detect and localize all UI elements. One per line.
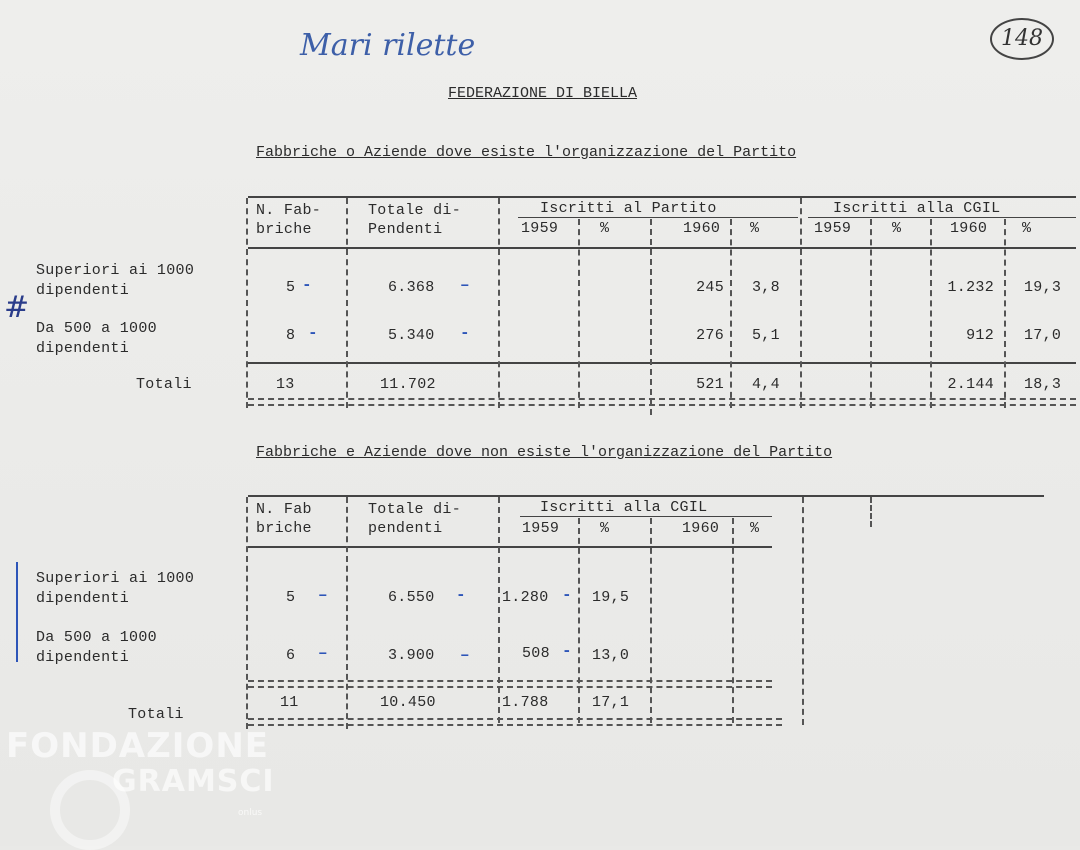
t2-row1-c59: 1.280 [502, 589, 549, 606]
t1-totals-pp60: 4,4 [752, 376, 780, 393]
table1-vline [870, 219, 872, 408]
watermark-line2: GRAMSCI [112, 764, 275, 799]
t1-sub-pct: % [1022, 220, 1032, 237]
t1-sub-1959: 1959 [814, 220, 852, 237]
t1-row1-fab: 5 [286, 279, 296, 296]
t1-sub-1960: 1960 [950, 220, 988, 237]
t1-row1-pp60: 3,8 [752, 279, 780, 296]
table2-vline [246, 497, 248, 729]
t2-col-dip-1: Totale di- [368, 501, 462, 518]
t1-group-cgil: Iscritti alla CGIL [833, 200, 1001, 217]
t2-totals-cp59: 17,1 [592, 694, 630, 711]
t2-group-cgil: Iscritti alla CGIL [540, 499, 708, 516]
table2-vline [650, 518, 652, 723]
tick-mark: – [460, 646, 470, 664]
tick-mark: - [308, 324, 318, 342]
t2-row1-label-1: Superiori ai 1000 [36, 570, 195, 587]
table1-vline [650, 219, 652, 415]
t1-col-dip-1: Totale di- [368, 202, 462, 219]
t2-row1-label-2: dipendenti [36, 590, 130, 607]
t2-sub-pct: % [600, 520, 610, 537]
table1-partito-rule [518, 217, 798, 218]
table1-vline [730, 219, 732, 408]
t2-col-fab-1: N. Fab [256, 501, 312, 518]
table1-vline [578, 219, 580, 408]
t2-row2-dip: 3.900 [388, 647, 435, 664]
t2-totals-label: Totali [128, 706, 184, 723]
watermark-line3: onlus [238, 808, 263, 818]
t1-row1-c60: 1.232 [947, 279, 994, 296]
t2-row2-label-2: dipendenti [36, 649, 130, 666]
t1-row2-fab: 8 [286, 327, 296, 344]
table2-bottom-double-rule [248, 718, 782, 726]
section2-heading: Fabbriche e Aziende dove non esiste l'organizzazione del Partito [256, 444, 833, 461]
document-title: FEDERAZIONE DI BIELLA [448, 85, 638, 102]
t2-totals-fab: 11 [280, 694, 299, 711]
tick-mark: – [460, 276, 470, 294]
t2-row2-fab: 6 [286, 647, 296, 664]
t1-row2-label-1: Da 500 a 1000 [36, 320, 157, 337]
table1-vline [930, 219, 932, 408]
t1-sub-1960: 1960 [683, 220, 721, 237]
table1-vline [246, 198, 248, 408]
watermark-line1: FONDAZIONE [6, 726, 270, 766]
t1-row2-c60: 912 [966, 327, 994, 344]
t1-col-fab-2: briche [256, 221, 312, 238]
t1-row2-label-2: dipendenti [36, 340, 130, 357]
t1-row1-p60: 245 [696, 279, 724, 296]
table2-totals-double-rule [248, 680, 772, 688]
table1-totals-rule [248, 362, 1076, 364]
t1-row1-label-2: dipendenti [36, 282, 130, 299]
tick-mark: - [562, 586, 572, 604]
table2-vline [498, 497, 500, 723]
table2-vline [802, 497, 804, 725]
table2-vline [578, 518, 580, 723]
t2-row2-label-1: Da 500 a 1000 [36, 629, 157, 646]
t2-row2-cp59: 13,0 [592, 647, 630, 664]
table2-cgil-rule [520, 516, 772, 517]
table1-vline [1004, 219, 1006, 408]
table1-cgil-rule [808, 217, 1076, 218]
handwritten-hash-mark: # [4, 290, 30, 325]
t1-sub-pct: % [750, 220, 760, 237]
handwritten-note: Mari rilette [300, 28, 476, 63]
table2-vline [346, 497, 348, 729]
t2-row1-cp59: 19,5 [592, 589, 630, 606]
t2-sub-1959: 1959 [522, 520, 560, 537]
t1-totals-label: Totali [136, 376, 192, 393]
t1-row2-pp60: 5,1 [752, 327, 780, 344]
t2-totals-c59: 1.788 [502, 694, 549, 711]
t2-totals-dip: 10.450 [380, 694, 436, 711]
table2-vline [870, 497, 872, 527]
table2-vline [732, 518, 734, 723]
t1-col-dip-2: Pendenti [368, 221, 443, 238]
t2-row1-fab: 5 [286, 589, 296, 606]
tick-mark: - [562, 642, 572, 660]
t1-totals-dip: 11.702 [380, 376, 436, 393]
table1-top-rule [248, 196, 1076, 198]
t1-group-partito: Iscritti al Partito [540, 200, 717, 217]
table1-vline [800, 198, 802, 408]
t2-col-dip-2: pendenti [368, 520, 443, 537]
t1-sub-1959: 1959 [521, 220, 559, 237]
t1-totals-c60: 2.144 [947, 376, 994, 393]
table2-header-rule [248, 546, 772, 548]
t1-row2-dip: 5.340 [388, 327, 435, 344]
t1-totals-fab: 13 [276, 376, 295, 393]
tick-mark: – [318, 586, 328, 604]
t1-row1-dip: 6.368 [388, 279, 435, 296]
tick-mark: - [302, 276, 312, 294]
t1-row2-cp60: 17,0 [1024, 327, 1062, 344]
table2-top-rule [248, 495, 1044, 497]
t2-row1-dip: 6.550 [388, 589, 435, 606]
t2-row2-c59: 508 [522, 645, 550, 662]
tick-mark: - [460, 324, 470, 342]
t1-sub-pct: % [600, 220, 610, 237]
tick-mark: – [318, 644, 328, 662]
t1-row1-cp60: 19,3 [1024, 279, 1062, 296]
table1-header-rule [248, 247, 1076, 249]
t1-sub-pct: % [892, 220, 902, 237]
t1-totals-p60: 521 [696, 376, 724, 393]
handwritten-bracket [16, 562, 18, 662]
tick-mark: - [456, 586, 466, 604]
section1-heading: Fabbriche o Aziende dove esiste l'organizzazione del Partito [256, 144, 797, 161]
t1-row1-label-1: Superiori ai 1000 [36, 262, 195, 279]
t1-col-fab-1: N. Fab- [256, 202, 322, 219]
table1-bottom-double-rule [248, 398, 1076, 406]
page-number: 148 [990, 18, 1054, 60]
t2-sub-1960: 1960 [682, 520, 720, 537]
t1-totals-cp60: 18,3 [1024, 376, 1062, 393]
t2-sub-pct: % [750, 520, 760, 537]
table1-vline [346, 198, 348, 408]
t2-col-fab-2: briche [256, 520, 312, 537]
table1-vline [498, 198, 500, 408]
t1-row2-p60: 276 [696, 327, 724, 344]
